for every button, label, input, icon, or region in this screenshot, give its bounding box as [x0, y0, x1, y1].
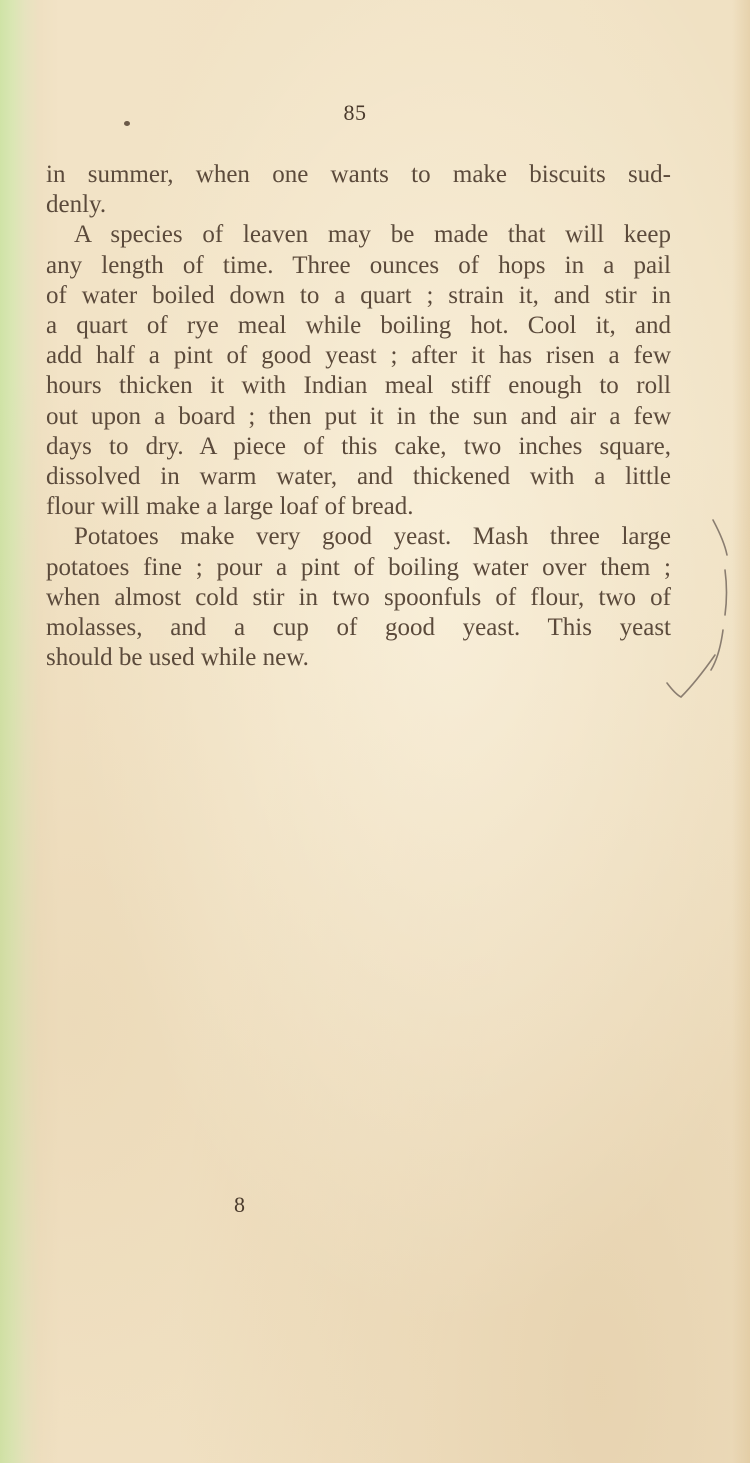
- signature-mark: 8: [234, 1192, 245, 1217]
- text-line: add half a pint of good yeast ; after it has risen a few: [46, 342, 671, 370]
- text-line: potatoes fine ; pour a pint of boiling water over them ;: [46, 553, 671, 581]
- text-line: when almost cold stir in two spoonfuls of flour, two of: [46, 583, 671, 611]
- page-edge-shading: [732, 0, 750, 1463]
- text-line: dissolved in warm water, and thickened with a little: [46, 463, 671, 491]
- paragraph-2: [46, 220, 671, 522]
- page-number: 85: [343, 100, 367, 125]
- text-line: flour will make a large loaf of bread.: [46, 493, 414, 521]
- text-line: in summer, when one wants to make biscuits sud-: [46, 161, 671, 188]
- text-line: of water boiled down to a quart ; strain it, and stir in: [46, 281, 671, 309]
- text-line: a quart of rye meal while boiling hot. Cool it, and: [46, 312, 671, 340]
- body-text: [46, 160, 671, 673]
- text-line: hours thicken it with Indian meal stiff enough to roll: [46, 372, 671, 400]
- pencil-check-mark: [655, 515, 745, 715]
- text-line: any length of time. Three ounces of hops in a pail: [46, 251, 671, 279]
- paragraph-3: [46, 522, 671, 673]
- text-line: denly.: [46, 191, 107, 219]
- text-line: days to dry. A piece of this cake, two inches square,: [46, 432, 671, 460]
- text-line: A species of leaven may be made that will keep: [74, 221, 671, 249]
- text-line: molasses, and a cup of good yeast. This yeast: [46, 614, 671, 642]
- text-line: Potatoes make very good yeast. Mash three large: [74, 523, 671, 551]
- paragraph-1: [46, 160, 671, 220]
- text-line: should be used while new.: [46, 644, 309, 672]
- text-line: out upon a board ; then put it in the sun and air a few: [46, 402, 671, 430]
